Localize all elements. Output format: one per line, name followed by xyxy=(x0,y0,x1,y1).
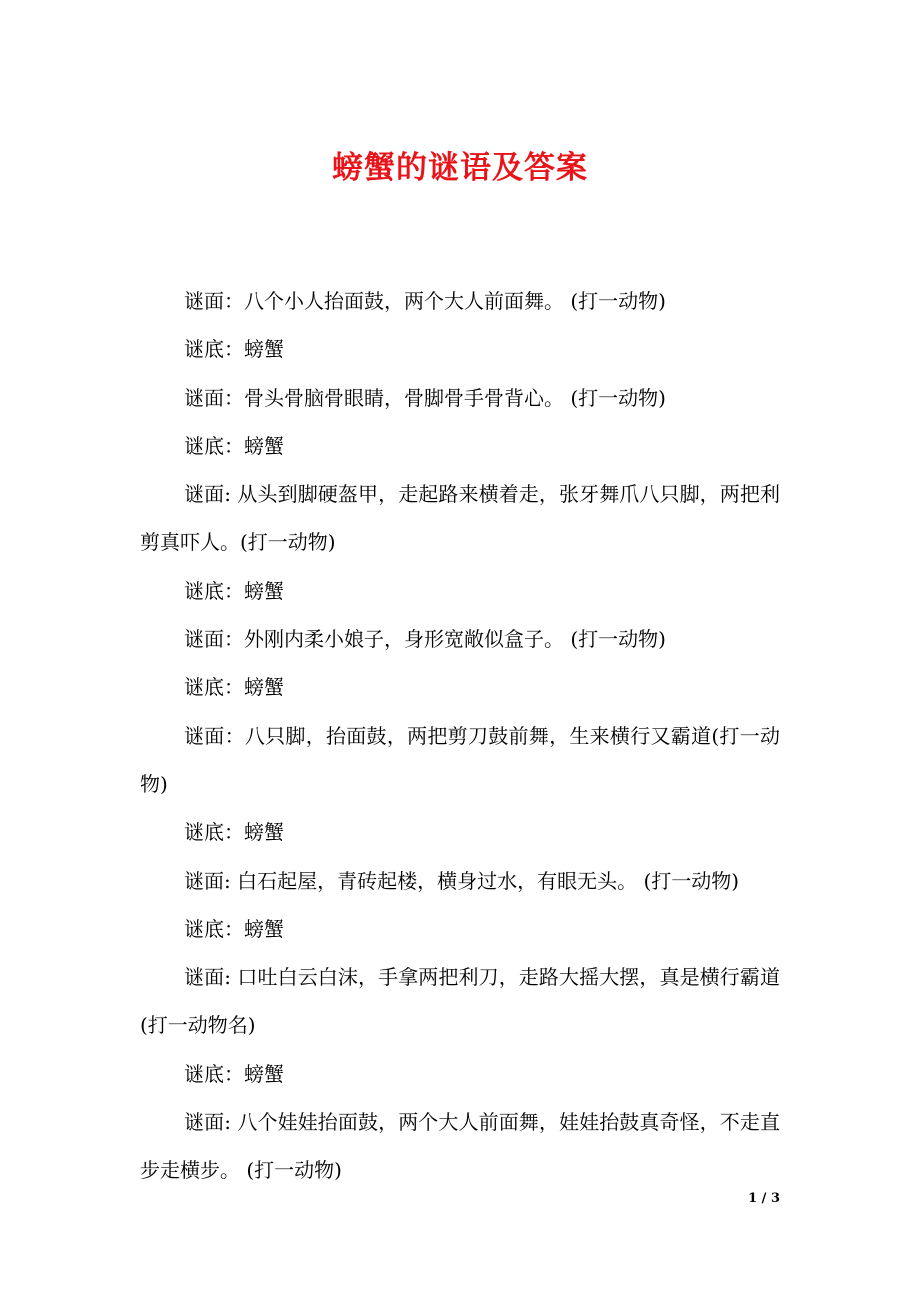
riddle-question: 谜面：八个小人抬面鼓，两个大人前面舞。 (打一动物) xyxy=(184,289,666,313)
riddle-question: 谜面: 白石起屋，青砖起楼，横身过水，有眼无头。 (打一动物) xyxy=(184,868,740,893)
riddle-question: 谜面：骨头骨脑骨眼睛，骨脚骨手骨背心。 (打一动物) xyxy=(184,385,666,410)
document-body xyxy=(140,277,780,1195)
riddle-question: 谜面: 口吐白云白沫，手拿两把利刀，走路大摇大摆，真是横行霸道(打一动物名) xyxy=(140,965,780,1038)
riddle-question: 谜面: 八个娃娃抬面鼓，两个大人前面舞，娃娃抬鼓真奇怪，不走直步走横步。 (打一动物) xyxy=(140,1110,780,1183)
riddle-answer: 谜底：螃蟹 xyxy=(184,916,284,941)
riddle-answer: 谜底：螃蟹 xyxy=(184,1061,284,1086)
riddle-answer: 谜底：螃蟹 xyxy=(184,433,284,458)
riddle-answer: 谜底：螃蟹 xyxy=(184,675,284,700)
riddle-answer: 谜底：螃蟹 xyxy=(184,337,284,362)
riddle-question: 谜面: 从头到脚硬盔甲，走起路来横着走，张牙舞爪八只脚，两把利剪真吓人。(打一动物) xyxy=(140,482,780,555)
riddle-answer: 谜底：螃蟹 xyxy=(184,578,284,603)
document-title: 螃蟹的谜语及答案 xyxy=(332,150,588,186)
page-number: 1 / 3 xyxy=(748,1191,780,1206)
riddle-answer: 谜底：螃蟹 xyxy=(184,820,284,845)
riddle-question: 谜面：八只脚，抬面鼓，两把剪刀鼓前舞，生来横行又霸道(打一动物) xyxy=(140,723,780,796)
riddle-question: 谜面：外刚内柔小娘子，身形宽敞似盒子。 (打一动物) xyxy=(184,627,666,652)
